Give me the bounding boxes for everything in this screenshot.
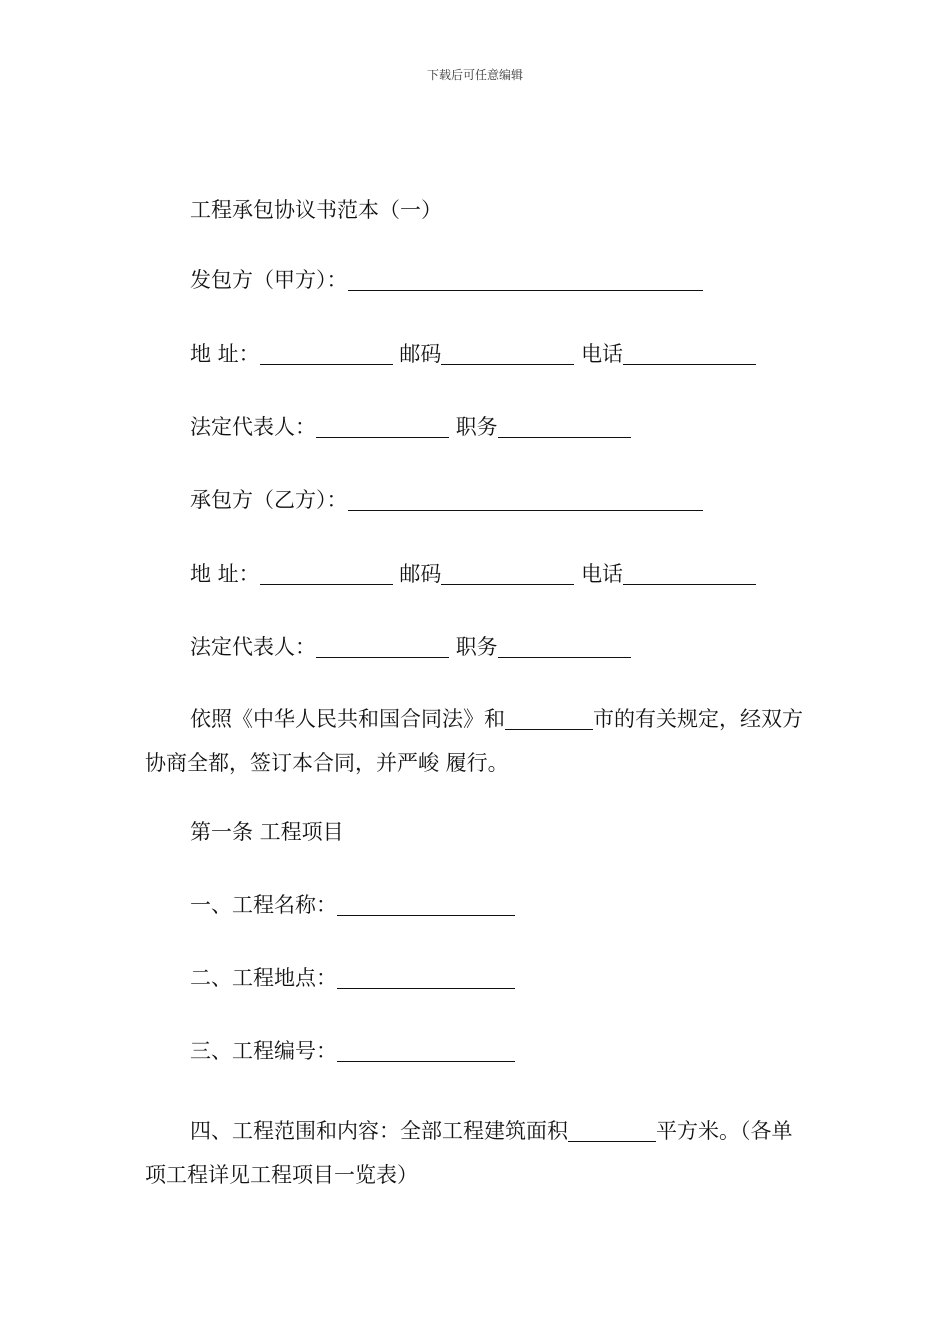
party-a-address-row — [190, 340, 756, 368]
party-a-rep-row — [190, 413, 631, 441]
project-number-label: 三、工程编号： — [190, 1039, 337, 1063]
party-b-rep-row — [190, 633, 631, 661]
party-a-blank[interactable] — [348, 268, 703, 291]
party-b-postcode-blank[interactable] — [441, 562, 574, 585]
party-b-phone-blank[interactable] — [623, 562, 756, 585]
party-a-position-blank[interactable] — [498, 415, 631, 438]
party-b-rep-label: 法定代表人： — [190, 635, 316, 659]
project-location-label: 二、工程地点： — [190, 966, 337, 990]
party-a-rep-label: 法定代表人： — [190, 415, 316, 439]
project-scope-part2: 平方米。（各单项工程详见工程项目一览表） — [145, 1119, 793, 1187]
city-blank[interactable] — [505, 707, 593, 730]
party-a-postcode-blank[interactable] — [441, 342, 574, 365]
party-b-address-row — [190, 560, 756, 588]
document-title: 工程承包协议书范本（一） — [190, 198, 442, 222]
project-scope-paragraph — [145, 1109, 810, 1197]
party-b-row — [190, 486, 703, 514]
party-b-address-label: 地 址： — [190, 562, 260, 586]
preamble-paragraph — [145, 697, 810, 785]
project-number-blank[interactable] — [337, 1039, 515, 1062]
project-location-blank[interactable] — [337, 966, 515, 989]
preamble-part1: 依照《中华人民共和国合同法》和 — [190, 707, 505, 731]
party-b-blank[interactable] — [348, 488, 703, 511]
project-location-row — [190, 964, 515, 992]
party-a-position-label: 职务 — [455, 415, 498, 439]
party-b-address-blank[interactable] — [260, 562, 393, 585]
party-a-label: 发包方（甲方）： — [190, 268, 348, 292]
project-name-row — [190, 891, 515, 919]
party-b-position-blank[interactable] — [498, 635, 631, 658]
party-b-label: 承包方（乙方）： — [190, 488, 348, 512]
project-number-row — [190, 1037, 515, 1065]
article1-title: 第一条 工程项目 — [190, 820, 344, 844]
project-name-blank[interactable] — [337, 893, 515, 916]
project-name-label: 一、工程名称： — [190, 893, 337, 917]
party-a-phone-label: 电话 — [581, 342, 624, 366]
party-a-phone-blank[interactable] — [623, 342, 756, 365]
preamble-part2: 市的有关规定，经双方协商全都，签订本合同，并严峻 履行。 — [145, 707, 803, 775]
party-b-phone-label: 电话 — [581, 562, 624, 586]
party-b-rep-blank[interactable] — [316, 635, 449, 658]
party-a-address-blank[interactable] — [260, 342, 393, 365]
party-b-position-label: 职务 — [455, 635, 498, 659]
party-a-row — [190, 266, 703, 294]
party-a-postcode-label: 邮码 — [399, 342, 442, 366]
party-a-address-label: 地 址： — [190, 342, 260, 366]
page-header: 下载后可任意编辑 — [426, 68, 523, 82]
building-area-blank[interactable] — [568, 1119, 656, 1142]
party-a-rep-blank[interactable] — [316, 415, 449, 438]
project-scope-part1: 四、工程范围和内容：全部工程建筑面积 — [190, 1119, 568, 1143]
party-b-postcode-label: 邮码 — [399, 562, 442, 586]
